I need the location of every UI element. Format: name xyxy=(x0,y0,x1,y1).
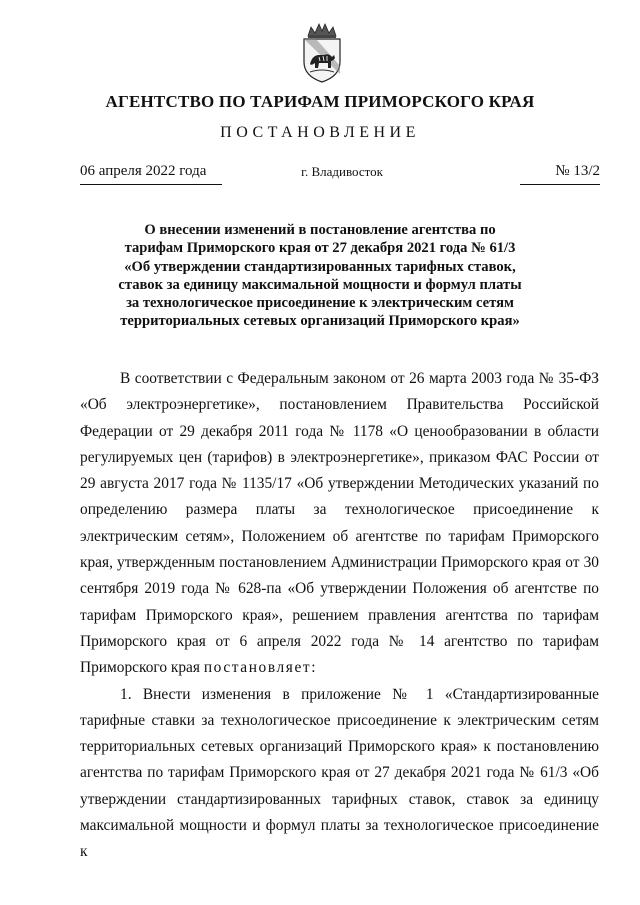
subject-line: территориальных сетевых организаций Приморского края» xyxy=(120,313,520,330)
preamble-paragraph xyxy=(80,366,599,682)
document-subject xyxy=(110,221,530,331)
resolves-suffix: : xyxy=(311,659,316,677)
item-1-paragraph: 1. Внести изменения в приложение № 1 «Стандартизированные тарифные ставки за технологическое присоединение к электрическим сетям территориальных сетевых организаций Приморского края» к постановлению агентства по тарифам Приморского края от 27 декабря 2021 года № 61/3 «Об утверждении стандартизированных тарифных ставок, ставок за единицу максимальной мощности и формул платы за технологическое присоединение к xyxy=(80,685,599,861)
preamble-text: В соответствии с Федеральным законом от 26 марта 2003 года № 35-ФЗ «Об электроэнергетике», постановлением Правительства Российской Федерации от 29 декабря 2011 года № 1178 «О ценообразовании в области регулируемых цен (тарифов) в электроэнергетике», приказом ФАС России от 29 августа 2017 года № 1135/17 «Об утверждении Методических указаний по определению размера платы за технологическое присоединение к электрическим сетям», Положением об агентстве по тарифам Приморского края, утвержденным постановлением Администрации Приморского края от 30 сентября 2019 года № 628-па «Об утверждении Положения об агентстве по тарифам Приморского края», решением правления агентства по тарифам Приморского края от 6 апреля 2022 года № 14 агентство по тарифам Приморского края xyxy=(80,370,599,677)
document-type: ПОСТАНОВЛЕНИЕ xyxy=(220,124,420,141)
document-body xyxy=(80,366,599,866)
agency-title: АГЕНТСТВО ПО ТАРИФАМ ПРИМОРСКОГО КРАЯ xyxy=(105,92,535,111)
document-number: № 13/2 xyxy=(520,163,600,185)
subject-line: ставок за единицу максимальной мощности и формул платы xyxy=(118,276,522,293)
subject-line: тарифам Приморского края от 27 декабря 2021 года № 61/3 xyxy=(124,240,516,257)
subject-line: «Об утверждении стандартизированных тарифных ставок, xyxy=(124,258,516,275)
document-city: г. Владивосток xyxy=(301,164,383,179)
subject-line: О внесении изменений в постановление агентства по xyxy=(144,222,496,238)
subject-line: за технологическое присоединение к электрическим сетям xyxy=(126,295,514,312)
document-date: 06 апреля 2022 года xyxy=(80,163,222,185)
resolves-word: постановляет xyxy=(203,659,312,677)
coat-of-arms-emblem xyxy=(298,22,346,84)
